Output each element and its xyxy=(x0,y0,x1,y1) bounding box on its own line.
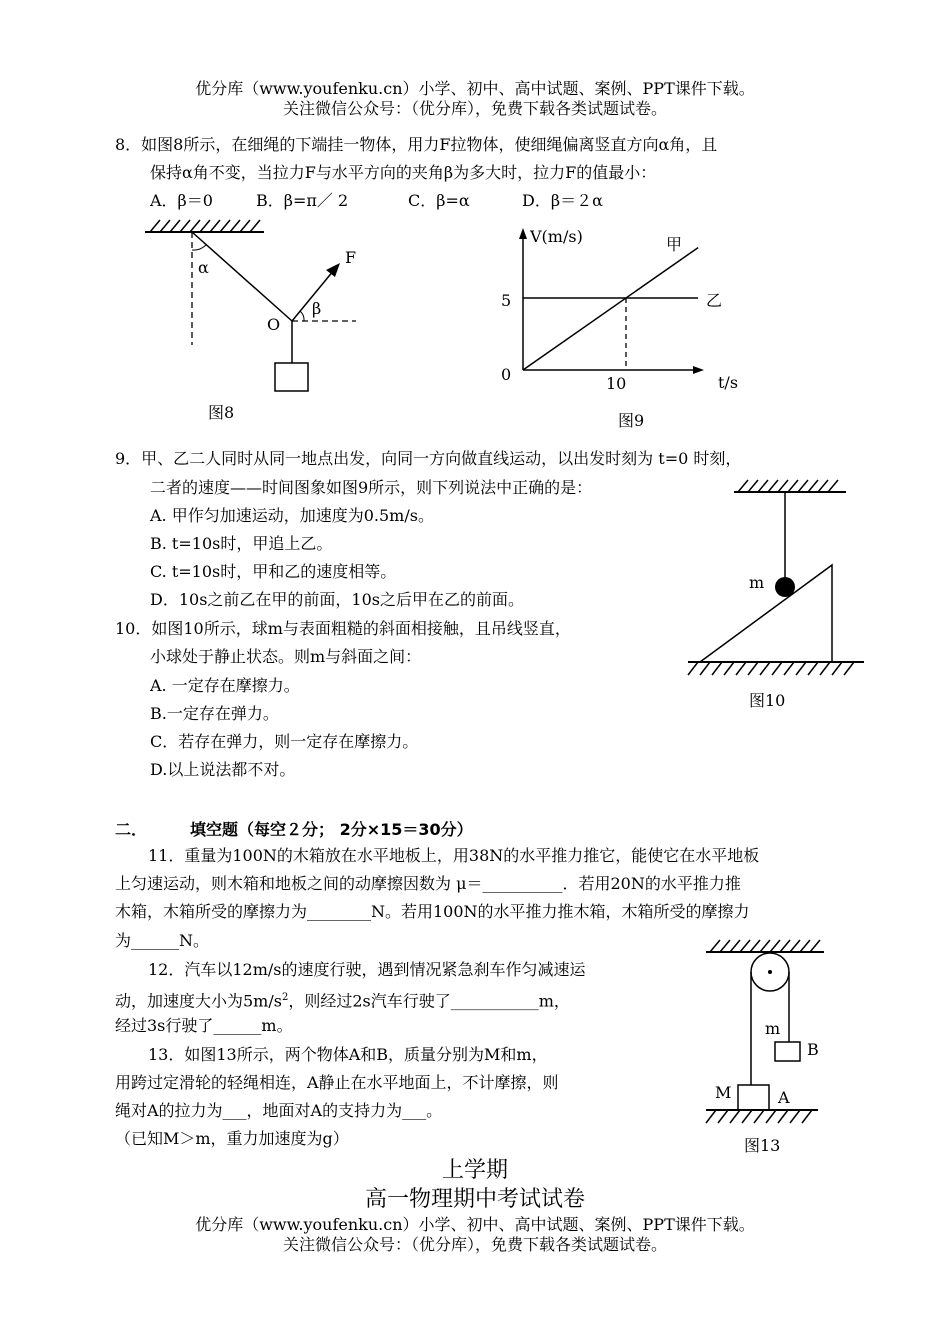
q8-option-a: A．β＝0 xyxy=(150,191,213,210)
q9-option-c: C. t=10s时，甲和乙的速度相等。 xyxy=(150,562,397,581)
q9-option-a: A. 甲作匀加速运动，加速度为0.5m/s。 xyxy=(150,506,434,525)
pulley-axle xyxy=(768,970,772,974)
a-label: A xyxy=(778,1088,790,1107)
q12-line-2-a: 动，加速度大小为5m/s xyxy=(115,991,282,1011)
q8-option-d: D．β＝２α xyxy=(522,191,603,210)
alpha-label: α xyxy=(198,258,209,277)
series-jia-line xyxy=(523,248,698,370)
q12-line-3: 经过3s行驶了______m。 xyxy=(115,1016,293,1035)
q10-option-c: C．若存在弹力，则一定存在摩擦力。 xyxy=(150,732,419,751)
header-line-2: 关注微信公众号：（优分库），免费下载各类试题试卷。 xyxy=(282,99,667,118)
fig8-caption: 图8 xyxy=(208,403,235,422)
ceiling-hatch-8 xyxy=(145,220,264,232)
q12-line-2 xyxy=(115,984,570,1015)
q13-line-4: （已知M＞m，重力加速度为g） xyxy=(115,1129,349,1148)
footer-term: 上学期 xyxy=(441,1158,508,1183)
m-label: m xyxy=(765,1019,781,1038)
q9-option-b: B. t=10s时，甲追上乙。 xyxy=(150,534,333,553)
figure-13 xyxy=(700,935,830,1130)
q10-option-b: B.一定存在弹力。 xyxy=(150,704,279,723)
q12-line-2-b: ，则经过2s汽车行驶了___________m， xyxy=(288,991,570,1011)
q13-line-1: 13．如图13所示，两个物体A和B，质量分别为M和m， xyxy=(148,1045,548,1064)
beta-label: β xyxy=(312,299,322,318)
ball-m xyxy=(775,577,795,597)
series-jia-label: 甲 xyxy=(666,235,683,254)
y-tick-label: 5 xyxy=(501,291,512,310)
figure-9-chart xyxy=(490,220,750,400)
q9-line-2: 二者的速度——时间图象如图9所示，则下列说法中正确的是： xyxy=(150,478,593,497)
q10-line-2: 小球处于静止状态。则m与斜面之间： xyxy=(150,647,422,666)
footer-exam-title: 高一物理期中考试试卷 xyxy=(364,1187,585,1212)
ceiling-hatch-10 xyxy=(734,480,846,492)
q11-line-1: 11．重量为100N的木箱放在水平地板上，用38N的水平推力推它，能使它在水平地板 xyxy=(148,846,760,865)
big-m-label: M xyxy=(715,1083,732,1102)
block-b xyxy=(775,1042,800,1061)
series-yi-label: 乙 xyxy=(706,291,723,310)
footer-line-1: 优分库（www.youfenku.cn）小学、初中、高中试题、案例、PPT课件下载。 xyxy=(195,1215,755,1234)
q12-superscript: 2 xyxy=(281,992,289,1003)
q12-line-1: 12．汽车以12m/s的速度行驶，遇到情况紧急刹车作匀减速运 xyxy=(148,960,586,979)
figure-8 xyxy=(140,218,380,428)
m-label: m xyxy=(749,573,765,592)
q8-line-1: 8．如图8所示，在细绳的下端挂一物体，用力F拉物体，使细绳偏离竖直方向α角，且 xyxy=(115,135,718,154)
hanging-block xyxy=(275,363,308,391)
f-label: F xyxy=(345,248,357,267)
q9-option-d: D．10s之前乙在甲的前面，10s之后甲在乙的前面。 xyxy=(150,590,524,609)
ground-hatch-13 xyxy=(706,1110,818,1123)
q13-line-2: 用跨过定滑轮的轻绳相连，A静止在水平地面上，不计摩擦，则 xyxy=(115,1073,559,1092)
q10-option-a: A. 一定存在摩擦力。 xyxy=(150,676,300,695)
fig10-caption: 图10 xyxy=(749,691,786,710)
q11-line-4: 为______N。 xyxy=(115,931,210,950)
beta-arc xyxy=(300,311,304,321)
figure-10 xyxy=(686,475,866,685)
fig13-caption: 图13 xyxy=(744,1136,781,1155)
section-2-title: 填空题（每空２分； 2分×15＝30分） xyxy=(190,820,473,839)
fig9-caption: 图9 xyxy=(618,411,645,430)
q11-line-2: 上匀速运动，则木箱和地板之间的动摩擦因数为 μ＝__________．若用20N的水平推力推 xyxy=(115,874,741,893)
block-a xyxy=(738,1085,769,1110)
q8-option-b: B．β=π／ 2 xyxy=(256,191,349,210)
x-axis-label: t/s xyxy=(718,373,739,392)
alpha-arc xyxy=(192,245,206,250)
q11-line-3: 木箱，木箱所受的摩擦力为________N。若用100N的水平推力推木箱，木箱所受的摩擦力 xyxy=(115,902,750,921)
header-line-1: 优分库（www.youfenku.cn）小学、初中、高中试题、案例、PPT课件下载。 xyxy=(195,79,755,98)
section-2-number: 二． xyxy=(115,820,148,839)
o-label: O xyxy=(267,315,281,334)
q8-line-2: 保持α角不变，当拉力F与水平方向的夹角β为多大时，拉力F的值最小： xyxy=(150,163,657,182)
q10-option-d: D.以上说法都不对。 xyxy=(150,760,296,779)
y-axis-arrow xyxy=(519,228,527,239)
y-axis-label: V(m/s) xyxy=(530,227,583,246)
incline xyxy=(700,565,832,662)
x-tick-label: 10 xyxy=(606,374,627,393)
b-label: B xyxy=(807,1040,819,1059)
ground-hatch-10 xyxy=(688,662,864,675)
force-f-arrowhead xyxy=(326,263,340,277)
ceiling-hatch-13 xyxy=(706,940,824,952)
q8-option-c: C．β=α xyxy=(408,191,470,210)
q10-line-1: 10．如图10所示，球m与表面粗糙的斜面相接触，且吊线竖直， xyxy=(115,619,571,638)
q9-line-1: 9．甲、乙二人同时从同一地点出发，向同一方向做直线运动，以出发时刻为 t=0 时刻， xyxy=(115,449,742,468)
footer-line-2: 关注微信公众号：（优分库），免费下载各类试题试卷。 xyxy=(282,1235,667,1254)
origin-label: 0 xyxy=(501,365,512,384)
x-axis-arrow xyxy=(693,366,704,374)
q13-line-3: 绳对A的拉力为___，地面对A的支持力为___。 xyxy=(115,1101,443,1120)
